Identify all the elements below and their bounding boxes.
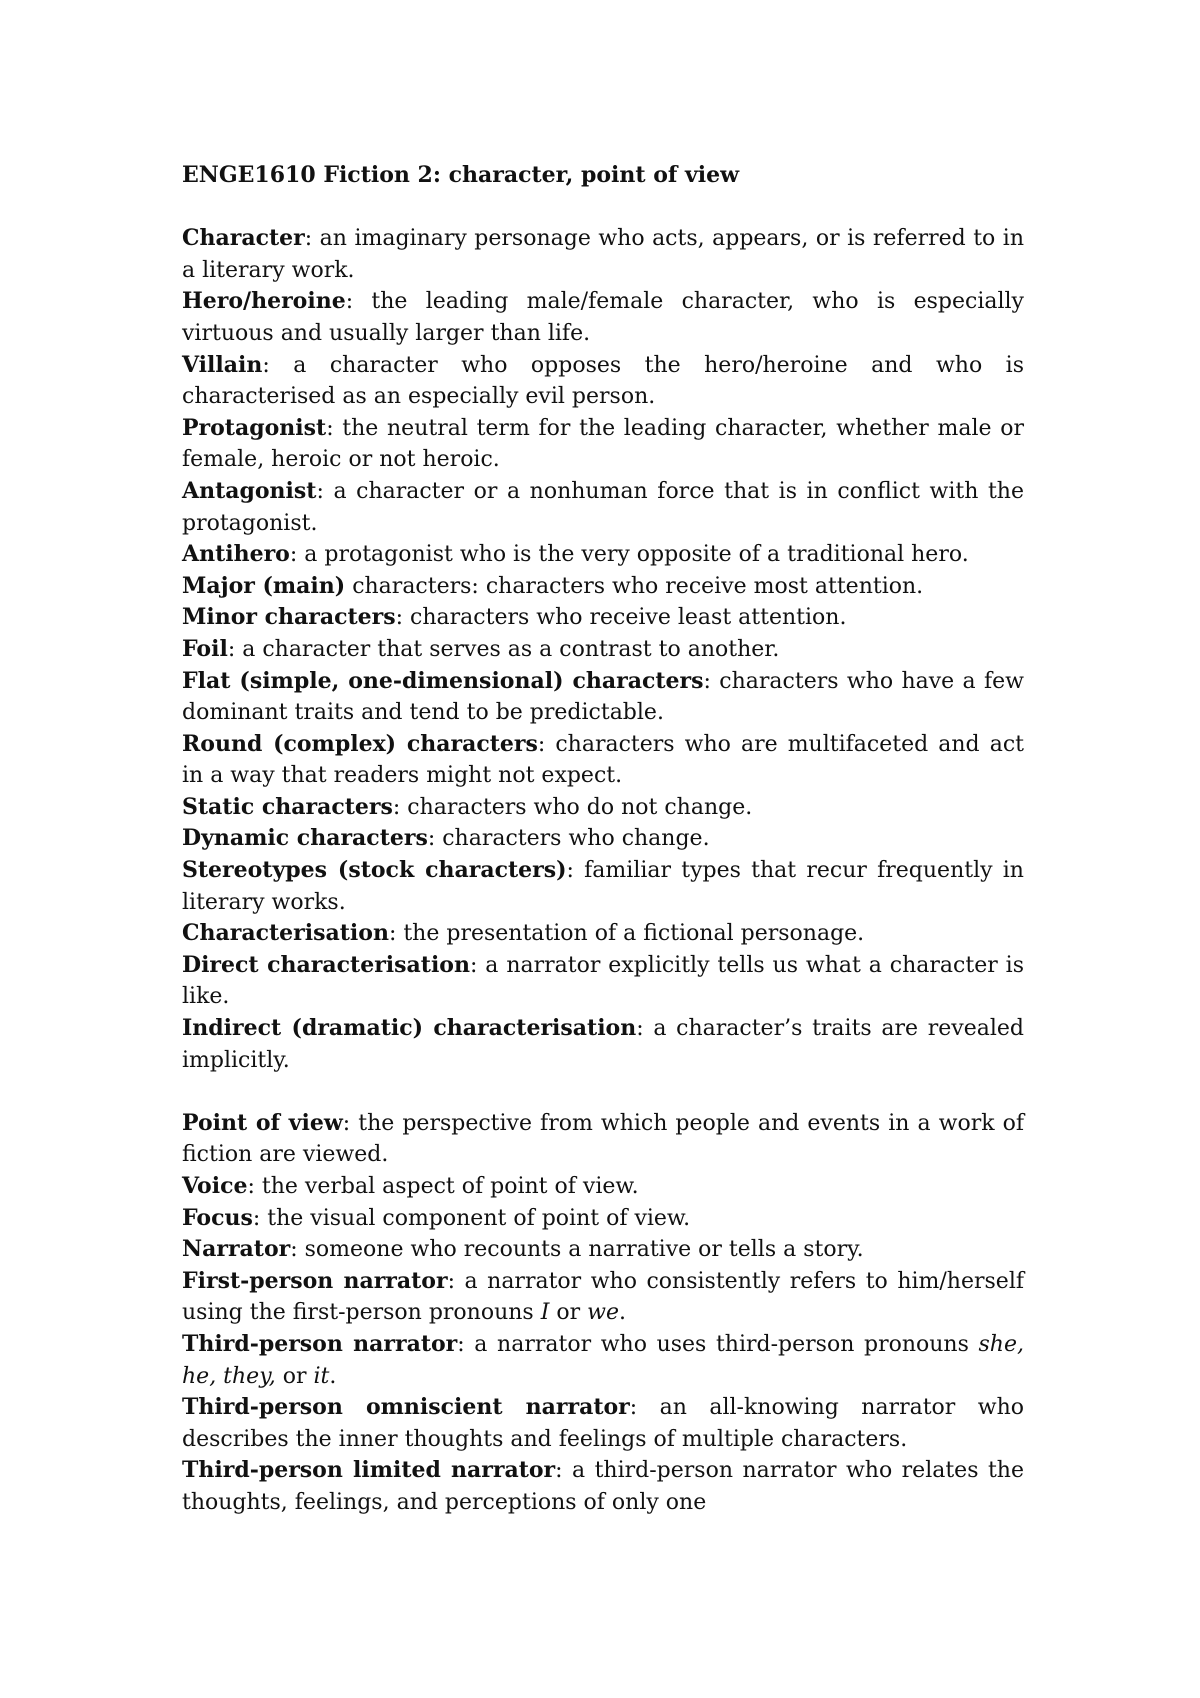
glossary-entry-indirect-characterisation [182, 1013, 1024, 1076]
entry-definition: : a protagonist who is the very opposite of a traditional hero. [289, 542, 969, 568]
entry-definition-end: . [329, 1363, 337, 1389]
glossary-entry-first-person-narrator [182, 1266, 1024, 1329]
entry-term: Villain [182, 351, 263, 378]
entry-definition: : the neutral term for the leading character, whether male or female, heroic or not heroic. [182, 415, 1024, 473]
entry-term: Minor characters [182, 604, 396, 631]
entry-definition: : a narrator who uses third-person pronouns [457, 1331, 979, 1357]
glossary-entry-antagonist [182, 476, 1024, 539]
glossary-entry-protagonist [182, 413, 1024, 476]
entry-definition: : characters who are multifaceted and act in a way that readers might not expect. [182, 731, 1024, 789]
glossary-entry-character [182, 223, 1024, 286]
italic-pronoun: we [587, 1300, 620, 1326]
entry-definition: : a character that serves as a contrast to another. [227, 636, 780, 662]
entry-term: Dynamic characters [182, 825, 428, 852]
document-body [182, 160, 1024, 1519]
entry-term: Point of view [182, 1109, 343, 1136]
entry-term: Third-person narrator [182, 1330, 458, 1357]
document-title: ENGE1610 Fiction 2: character, point of view [182, 162, 740, 188]
entry-definition: : a character or a nonhuman force that is in conflict with the protagonist. [182, 478, 1024, 536]
glossary-entry-third-person-limited-narrator [182, 1455, 1024, 1518]
glossary-entry-characterisation [182, 918, 1024, 950]
glossary-entry-point-of-view [182, 1108, 1024, 1171]
entry-term: Antihero [182, 541, 290, 568]
entry-definition: : a narrator explicitly tells us what a character is like. [182, 952, 1024, 1010]
entry-term: Round (complex) characters [182, 730, 538, 757]
entry-term: Character [182, 225, 305, 252]
entry-definition: : an all-knowing narrator who describes the inner thoughts and feelings of multiple characters. [182, 1395, 1024, 1452]
glossary-entry-villain [182, 350, 1024, 413]
glossary-entry-dynamic-characters [182, 823, 1024, 855]
entry-term: Flat (simple, one-dimensional) characters [182, 667, 704, 694]
entry-definition: : the verbal aspect of point of view. [247, 1174, 639, 1199]
glossary-entry-round-characters [182, 729, 1024, 792]
entry-term: Static characters [182, 793, 393, 820]
entry-term: Indirect (dramatic) characterisation [182, 1015, 637, 1042]
glossary-entry-stereotypes [182, 855, 1024, 918]
entry-definition-end: . [619, 1300, 627, 1326]
italic-pronoun: it [313, 1363, 330, 1389]
entry-definition: : characters who have a few dominant traits and tend to be predictable. [182, 668, 1024, 726]
entry-term: Narrator [182, 1236, 291, 1263]
entry-definition: : a character’s traits are revealed implicitly. [182, 1016, 1025, 1073]
glossary-entry-antihero [182, 539, 1024, 571]
entry-term: Antagonist [182, 477, 317, 504]
glossary-entry-third-person-narrator [182, 1329, 1024, 1392]
glossary-entry-narrator [182, 1234, 1024, 1266]
italic-pronoun: I [540, 1300, 550, 1326]
entry-definition: : the presentation of a fictional personage. [388, 921, 865, 947]
entry-definition: : the visual component of point of view. [252, 1205, 691, 1231]
entry-term: Voice [182, 1173, 248, 1199]
entry-term: Hero/heroine [182, 288, 346, 315]
entry-term: Protagonist [182, 414, 327, 441]
entry-definition: : familiar types that recur frequently in literary works. [182, 858, 1024, 915]
glossary-entry-foil [182, 634, 1024, 666]
glossary-entry-hero [182, 286, 1024, 349]
entry-definition: : an imaginary personage who acts, appears, or is referred to in a literary work. [182, 226, 1024, 283]
entry-definition: : a narrator who consistently refers to him/herself using the first-person pronouns [182, 1268, 1024, 1326]
glossary-entry-direct-characterisation [182, 950, 1024, 1013]
glossary-entry-third-person-omniscient-narrator [182, 1392, 1024, 1455]
entry-definition: : the leading male/female character, who is especially virtuous and usually larger than life. [182, 289, 1024, 346]
entry-term: First-person narrator [182, 1267, 448, 1294]
entry-definition: : the perspective from which people and events in a work of fiction are viewed. [182, 1110, 1024, 1168]
glossary-entry-flat-characters [182, 666, 1024, 729]
entry-definition: : characters who do not change. [392, 794, 753, 820]
entry-term: Foil [182, 635, 228, 662]
entry-definition: : someone who recounts a narrative or tells a story. [290, 1237, 864, 1263]
entry-term: Characterisation [182, 920, 389, 947]
entry-term: Third-person omniscient narrator [182, 1394, 630, 1421]
entry-definition: : characters who receive least attention. [395, 605, 847, 631]
entry-term: Stereotypes (stock characters) [182, 857, 567, 884]
glossary-entry-major-characters [182, 571, 1024, 603]
entry-definition: characters: characters who receive most attention. [345, 573, 924, 599]
entry-term: Focus [182, 1204, 253, 1231]
entry-term: Third-person limited narrator [182, 1457, 556, 1484]
entry-definition: : a character who opposes the hero/heroine and who is characterised as an especially evil person. [182, 352, 1024, 410]
glossary-entry-focus [182, 1203, 1024, 1235]
glossary-entry-voice [182, 1171, 1024, 1203]
entry-definition: : characters who change. [427, 826, 710, 852]
entry-term: Direct characterisation [182, 951, 470, 978]
entry-term: Major (main) [182, 572, 346, 599]
glossary-entry-static-characters [182, 792, 1024, 824]
entry-definition: : a third-person narrator who relates the thoughts, feelings, and perceptions of only one [182, 1458, 1024, 1515]
italic-pronoun: she, he, they, [182, 1331, 1024, 1389]
entry-definition-part: or [275, 1363, 314, 1389]
entry-definition-part: or [549, 1300, 588, 1326]
glossary-entry-minor-characters [182, 602, 1024, 634]
